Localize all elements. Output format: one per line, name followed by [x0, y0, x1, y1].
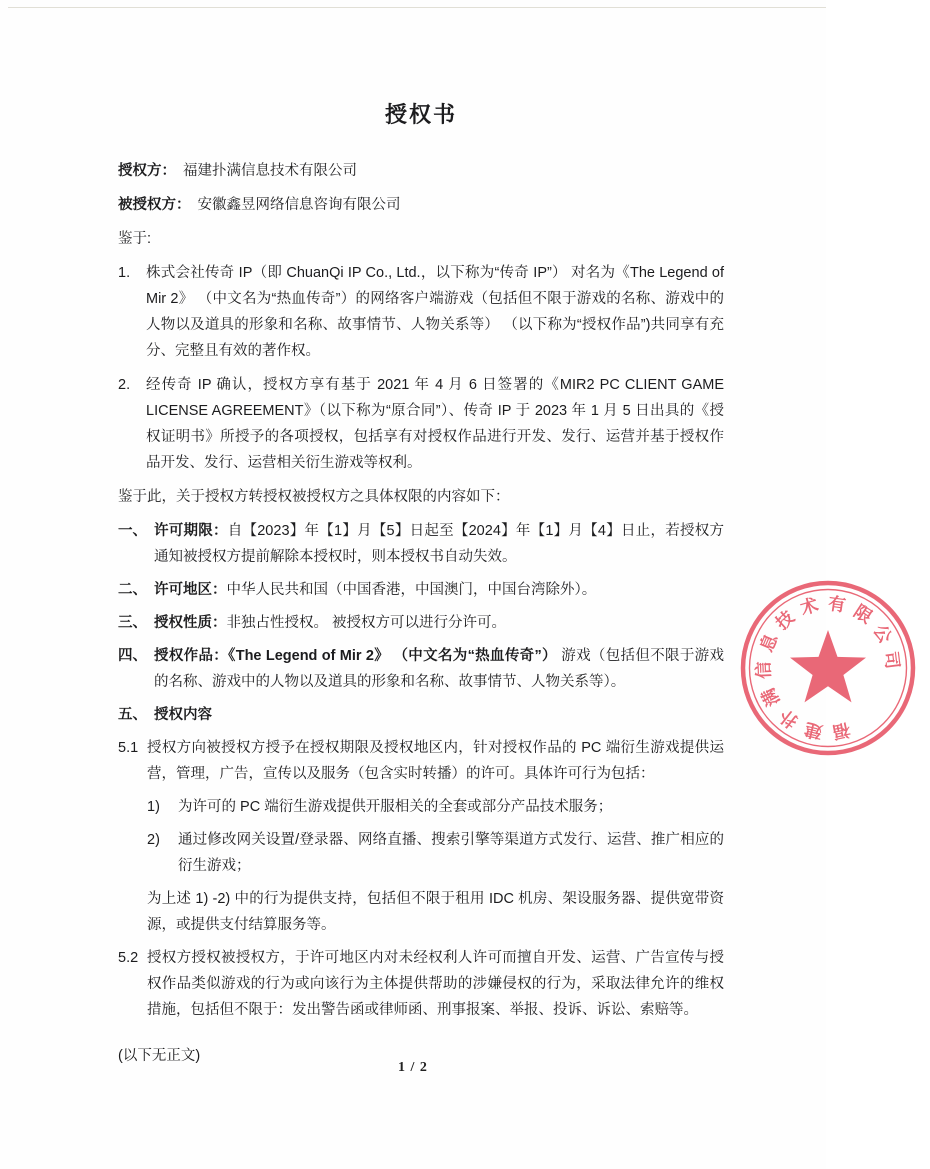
svg-text:司: 司 — [880, 650, 903, 671]
clause-text: 非独占性授权。 被授权方可以进行分许可。 — [226, 615, 507, 631]
svg-text:限: 限 — [850, 600, 876, 628]
clause-number: 三、 — [118, 615, 147, 631]
recital-text: 株式会社传奇 IP（即 ChuanQi IP Co., Ltd.，以下称为“传奇 IP”） 对名为《The Legend of Mir 2》 （中文名为“热血传奇”）的网络客户端游戏（包括但不限于游戏的名称、游戏中的人物以及道具的形象和名称、故事情节、人物关系等） （以下称为“授权作品”)共同享有充分、完整且有效的著作权。 — [146, 265, 724, 359]
support-note: 为上述 1) -2) 中的行为提供支持，包括但不限于租用 IDC 机房、架设服务器、提供宽带资源，或提供支付结算服务等。 — [147, 891, 724, 933]
svg-text:有: 有 — [826, 593, 848, 616]
clause-heading: 许可期限： — [154, 523, 228, 539]
licensor-name: 福建扑满信息技术有限公司 — [183, 163, 357, 179]
clause-license-term — [118, 518, 724, 570]
document-title: 授权书 — [384, 102, 457, 127]
no-more-text-note: (以下无正文) — [118, 1048, 201, 1064]
svg-text:福: 福 — [830, 719, 853, 743]
item-text: 通过修改网关设置/登录器、网络直播、搜索引擎等渠道方式发行、运营、推广相应的衍生游戏； — [178, 832, 724, 874]
svg-text:扑: 扑 — [775, 705, 802, 732]
licensor-row — [118, 159, 724, 183]
bridge-paragraph: 鉴于此，关于授权方转授权被授权方之具体权限的内容如下： — [118, 489, 510, 505]
clause-number: 五、 — [118, 707, 147, 723]
subclause-number: 5.1 — [118, 740, 139, 756]
clause-body — [154, 577, 724, 603]
recital-1 — [118, 260, 724, 364]
permitted-act-2 — [147, 827, 724, 879]
clause-license-nature — [118, 610, 724, 636]
svg-text:术: 术 — [797, 594, 821, 619]
clause-body — [154, 702, 724, 728]
clause-heading: 授权作品： — [154, 648, 229, 664]
clause-text: 游戏（包括但不限于游戏的名称、游戏中的人物以及道具的形象和名称、故事情节、人物关系等）。 — [154, 648, 725, 690]
clause-text: 中华人民共和国（中国香港，中国澳门，中国台湾除外）。 — [226, 582, 597, 598]
clause-body — [154, 643, 724, 695]
recital-number: 2. — [118, 377, 131, 393]
licensed-work-title: 《The Legend of Mir 2》 （中文名为“热血传奇”） — [228, 648, 557, 664]
clause-heading: 许可地区： — [154, 582, 227, 598]
clause-body — [154, 518, 724, 570]
item-number: 2) — [147, 832, 160, 848]
permitted-act-1 — [147, 794, 724, 820]
clause-license-content — [118, 702, 724, 728]
clause-heading: 授权内容 — [154, 707, 212, 723]
recital-2 — [118, 372, 724, 476]
clause-license-region — [118, 577, 724, 603]
whereas-label: 鉴于: — [118, 231, 152, 247]
subclause-text: 授权方向被授权方授予在授权期限及授权地区内，针对授权作品的 PC 端衍生游戏提供运营，管理，广告，宣传以及服务（包含实时转播）的许可。具体许可行为包括： — [147, 740, 724, 782]
licensee-label: 被授权方： — [118, 197, 191, 213]
clause-number: 一、 — [118, 523, 147, 539]
item-text: 为许可的 PC 端衍生游戏提供开服相关的全套或部分产品技术服务； — [178, 799, 613, 815]
clause-licensed-work — [118, 643, 724, 695]
clause-body — [154, 610, 724, 636]
svg-text:技: 技 — [771, 606, 799, 634]
scan-artifact-line — [8, 7, 826, 8]
licensor-label: 授权方： — [118, 163, 176, 179]
document-content — [118, 98, 724, 1069]
recital-text: 经传奇 IP 确认，授权方享有基于 2021 年 4 月 6 日签署的《MIR2 PC CLIENT GAME LICENSE AGREEMENT》（以下称为“原合同”）、传奇 IP 于 2023 年 1 月 5 日出具的《授权证明书》所授予的各项授权，包括享有对授权作品进行开发、发行、运营并基于授权作品开发、发行、运营相关衍生游戏等权利。 — [146, 377, 724, 471]
licensee-row — [118, 193, 724, 217]
company-seal — [726, 566, 930, 770]
svg-text:息: 息 — [756, 630, 782, 655]
clause-number: 四、 — [118, 648, 147, 664]
subclause-5-1 — [118, 735, 724, 787]
page-number: 1 / 2 — [398, 1060, 428, 1075]
svg-text:信: 信 — [753, 661, 774, 680]
subclause-5-2 — [118, 945, 724, 1023]
recital-number: 1. — [118, 265, 131, 281]
svg-text:公: 公 — [869, 621, 896, 647]
svg-text:满: 满 — [757, 684, 784, 710]
clause-number: 二、 — [118, 582, 147, 598]
svg-text:建: 建 — [802, 719, 825, 743]
subclause-text: 授权方授权被授权方，于许可地区内对未经权利人许可而擅自开发、运营、广告宣传与授权作品类似游戏的行为或向该行为主体提供帮助的涉嫌侵权的行为，采取法律允许的维权措施，包括但不限于：发出警告函或律师函、刑事报案、举报、投诉、诉讼、索赔等。 — [147, 950, 724, 1018]
subclause-number: 5.2 — [118, 950, 139, 966]
licensee-name: 安徽鑫昱网络信息咨询有限公司 — [197, 197, 401, 213]
seal-star-icon — [790, 630, 866, 702]
clause-text: 自【2023】年【1】月【5】日起至【2024】年【1】月【4】日止，若授权方通知被授权方提前解除本授权时，则本授权书自动失效。 — [154, 523, 724, 565]
item-number: 1) — [147, 799, 160, 815]
clause-heading: 授权性质： — [154, 615, 227, 631]
